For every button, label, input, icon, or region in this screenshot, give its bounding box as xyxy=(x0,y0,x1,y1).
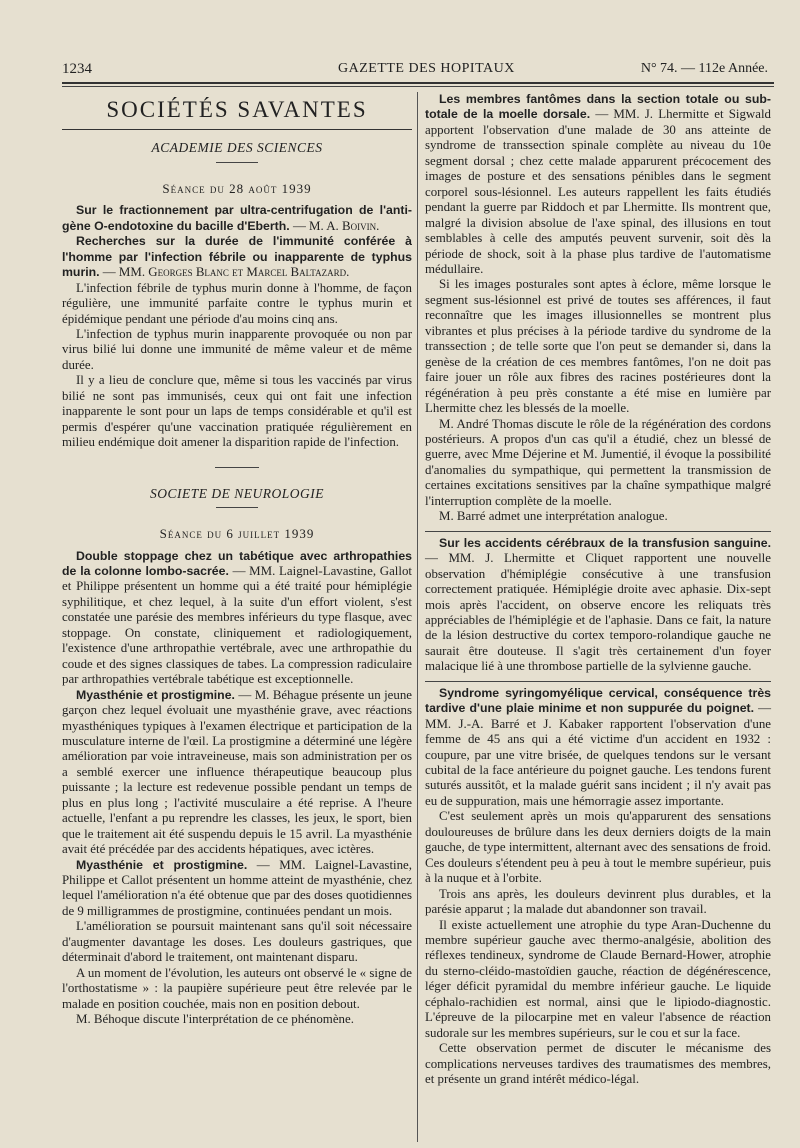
paragraph: Si les images posturales sont aptes à éclore, même lorsque le segment sus-lésionnel est privé de toutes ses afférences, il faut reconnaître que les images illusionnelles se montrent plus vibrantes et plus précises à la période tardive du syndrome de la transsection ; de telle sorte que l'on peut se demander si, dans la genèse de la création de ces membres fantômes, l'on ne doit pas faire jouer un rôle aux fibres des racines postérieures dont la régénération à peu près constante a été mise en lumière par Lhermitte chez les blessés de la moelle. xyxy=(425,277,771,416)
paragraph: L'infection de typhus murin inapparente provoquée ou non par virus bilié lui donne une immunité de même valeur et de même durée. xyxy=(62,326,412,372)
article-title: Sur le fractionnement par ultra-centrifugation de l'anti-gène O-endotoxine du bacille d'Eberth. xyxy=(62,203,412,233)
article xyxy=(425,536,771,675)
paragraph: Cette observation permet de discuter le mécanisme des complications nerveuses tardives des traumatismes des membres, et présente un grand intérêt médico-légal. xyxy=(425,1041,771,1087)
article-separator xyxy=(425,681,771,682)
paragraph: L'infection fébrile de typhus murin donne à l'homme, de façon régulière, une immunité parfaite contre le typhus murin et épidémique pendant une période d'au moins cinq ans. xyxy=(62,280,412,326)
paragraph: M. Béhoque discute l'interprétation de ce phénomène. xyxy=(76,1012,354,1027)
article-text: — M. Béhague présente un jeune garçon chez lequel évoluait une myasthénie grave, avec réactions myasthéniques typiques à l'examen électrique et participation de la musculature interne de l'œil. La prostigmine a déterminé une légère amélioration par voie intraveineuse, mais son administration per os a semblé exercer une influence thérapeutique beaucoup plus puissante ; la lecture est redevenue possible pendant un temps de plus en plus long ; l'activité musculaire a été reprise. A l'heure actuelle, l'enfant a pu reprendre les classes, les jeux, le sport, bien que le traitement ait été suspendu depuis le 15 avril. La myasthénie avait été précédée par des accidents hépatiques, avec ictères. xyxy=(62,687,412,857)
article-authors: — MM. Georges Blanc et Marcel Baltazard. xyxy=(99,265,350,280)
society-rule xyxy=(216,162,258,163)
paragraph: M. Barré admet une interprétation analogue. xyxy=(439,509,668,524)
paragraph: M. André Thomas discute le rôle de la régénération des cordons postérieurs. A propos d'un cas qu'il a étudié, chez un blessé de guerre, avec Mme Déjerine et M. Jumentié, il évoque la possibilité d'anomalies du sympathique, qui permettent la transmission de certaines excitations sensitives par la chaîne sympathique malgré l'interruption complète de la moelle. xyxy=(425,416,771,508)
article-title: Recherches sur la durée de l'immunité conférée à l'homme par l'infection fébrile ou inapparente de typhus murin. xyxy=(62,234,412,280)
page-number: 1234 xyxy=(62,61,92,77)
society-name: ACADEMIE DES SCIENCES xyxy=(151,140,323,156)
issue-number: N° 74. — 112e Année. xyxy=(640,61,768,76)
article-separator xyxy=(425,531,771,532)
paragraph: C'est seulement après un mois qu'apparurent des sensations douloureuses de brûlure dans les deux derniers doigts de la main gauche, de type intermittent, alternant avec des sensations de froid. Ces douleurs s'étendent peu à peu à tout le membre supérieur, puis à la nuque et à l'orbite. xyxy=(425,809,771,886)
right-column xyxy=(425,92,771,1088)
society-name: SOCIETE DE NEUROLOGIE xyxy=(150,485,324,501)
section-separator xyxy=(215,467,259,468)
header-rule xyxy=(62,82,774,84)
paragraph: Trois ans après, les douleurs devinrent plus durables, et la parésie apparut ; la malade dut abandonner son travail. xyxy=(425,886,771,917)
article-title: Syndrome syringomyélique cervical, conséquence très tardive d'une plaie minime et non suppurée du poignet. xyxy=(425,685,771,716)
article xyxy=(62,203,412,234)
column-divider xyxy=(417,92,418,1142)
article-title: Les membres fantômes dans la section totale ou sub-totale de la moelle dorsale. xyxy=(425,92,771,122)
paragraph: Il existe actuellement une atrophie du type Aran-Duchenne du membre supérieur gauche avec thermo-analgésie, abolition des réflexes tendineux, syndrome de Claude Bernard-Hower, atrophie du sterno-cléido-mastoïdien gauche, réaction de dégénérescence, léger déficit pyramidal du membre inférieur gauche. Le liquide céphalo-rachidien est normal, ainsi que le lipiodo-diagnostic. L'épreuve de la pilocarpine met en valeur l'absence de réaction sudorale sur les membres supérieurs, sur le cou et sur la face. xyxy=(425,917,771,1040)
heading-rule xyxy=(62,129,412,130)
session-date: Séance du 28 août 1939 xyxy=(162,180,312,196)
article xyxy=(62,234,412,280)
article-title: Double stoppage chez un tabétique avec arthropathies de la colonne lombo-sacrée. xyxy=(62,548,412,578)
session-date: Séance du 6 juillet 1939 xyxy=(159,526,315,542)
paragraph: L'amélioration se poursuit maintenant sans qu'il soit nécessaire d'augmenter davantage les doses. Les douleurs gastriques, que déterminait d'abord le traitement, ont maintenant disparu. xyxy=(62,919,412,965)
article-title: Myasthénie et prostigmine. xyxy=(76,857,248,872)
society-rule xyxy=(216,507,258,508)
article-text: — MM. J.-A. Barré et J. Kabaker rapportent l'observation d'une femme de 45 ans qui a été victime d'un accident en 1932 : coupure, par une vitre brisée, de quelques tendons sur le versant cubital de la face antérieure du poignet gauche. Les tendons furent suturés aussitôt, et la malade guérit sans incident ; il n'y avait pas eu de suppuration, mais une hémorragie assez importante. xyxy=(425,701,771,808)
article xyxy=(425,686,771,810)
article xyxy=(62,858,412,920)
paragraph: Il y a lieu de conclure que, même si tous les vaccinés par virus bilié ne sont pas immunisés, ceux qui ont fait une infection inapparente le sont pour un laps de temps considérable et qu'il est permis d'espérer qu'une vaccination pratiquée régulièrement en milieu endémique doit amener la disparition rapide de l'infection. xyxy=(62,373,412,450)
article-authors: — M. A. Boivin. xyxy=(289,218,380,233)
article-text: — MM. Laignel-Lavastine, Gallot et Philippe présentent un homme qui a été traité pour hémiplégie syphilitique, et chez lequel, à la suite d'un effort violent, s'est constatée une parésie des membres inférieurs du type flasque, avec stoppage. On constate, cliniquement et radiologiquement, l'existence d'une arthropathie vertébrale, avec une arthropathie du coude et des signes classiques de tabes. La compression radiculaire par arthropathies vertébrale tabétique est exceptionnelle. xyxy=(62,563,412,687)
article-text: — MM. Laignel-Lavastine, Philippe et Callot présentent un homme atteint de myasthénie, chez lequel l'amélioration n'a été obtenue que par des doses quotidiennes de 9 milligrammes de prostigmine, continuées pendant un mois. xyxy=(62,857,412,918)
article-title: Myasthénie et prostigmine. xyxy=(76,687,235,702)
left-column xyxy=(62,92,412,1028)
article-text: — MM. J. Lhermitte et Cliquet rapportent une nouvelle observation d'hémiplégie consécutive à une transfusion correctement pratiquée. Hémiplégie droite avec aphasie. Dix-sept mois après l'accident, on observe encore les reliquats très appréciables de l'hémiplégie et de l'aphasie. Dans ce fait, la nature de la lésion destructive du cortex temporo-rolandique gauche ne saurait être douteuse. Il s'agit très certainement d'un foyer malacique lié à une thrombose partielle de la sylvienne gauche. xyxy=(425,551,771,674)
journal-title: GAZETTE DES HOPITAUX xyxy=(338,61,515,76)
article xyxy=(62,549,412,688)
article xyxy=(62,688,412,858)
header-rule-thin xyxy=(62,86,774,87)
article-text: — MM. J. Lhermitte et Sigwald apportent l'observation d'une malade de 30 ans atteinte de syndrome de transsection spinale complète au niveau du 10e segment dorsal ; chez cette malade apparurent précocement des images de posture et des sensations pénibles dans le segment corporel sous-lésionnel. Les auteurs rappellent les faits étudiés pendant la guerre par Riddoch et par Lhermitte. Ils montrent que, malgré la division absolue de l'axe spinal, des illusions en tout semblables à celle des amputés peuvent survenir, soit dès la période de shock, soit à la phase plus tardive de l'automatisme médullaire. xyxy=(425,107,771,276)
paragraph: A un moment de l'évolution, les auteurs ont observé le « signe de l'orthostatisme » : la paupière supérieure peut être relevée par le malade en position couchée, mais non en position debout. xyxy=(62,965,412,1011)
article-title: Sur les accidents cérébraux de la transfusion sanguine. xyxy=(439,535,771,550)
article xyxy=(425,92,771,277)
section-heading: SOCIÉTÉS SAVANTES xyxy=(106,97,368,122)
running-header xyxy=(62,58,774,82)
